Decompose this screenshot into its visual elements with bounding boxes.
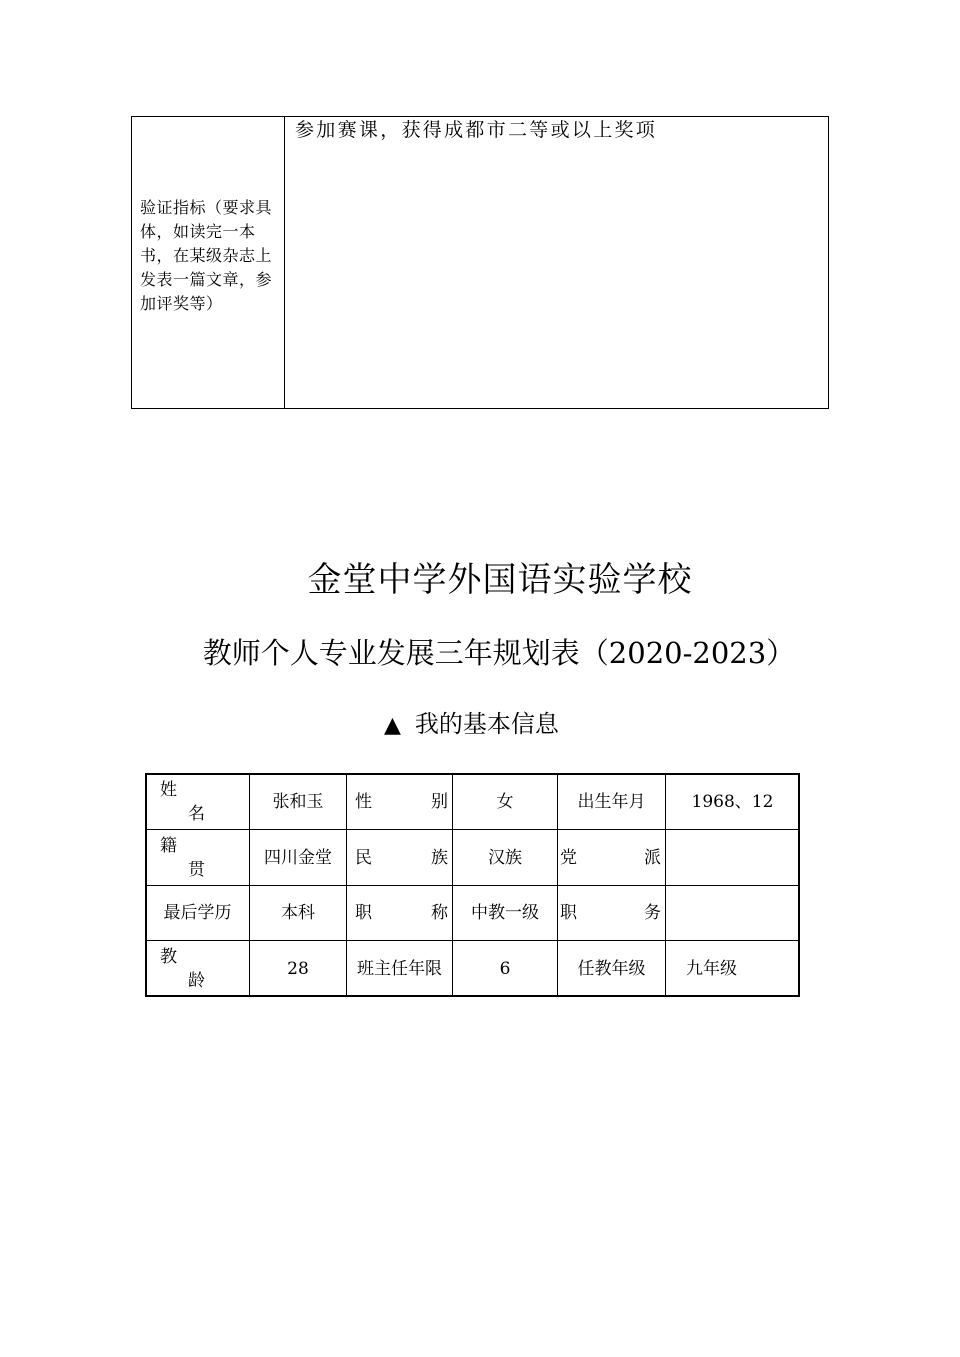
name-label: 姓 名 [160, 779, 205, 824]
plan-title: 教师个人专业发展三年规划表（2020-2023） [202, 636, 796, 670]
native-place-value: 四川金堂 [264, 847, 332, 868]
party-value [666, 830, 799, 885]
table-divider [284, 116, 285, 409]
post-value [666, 886, 799, 940]
education-label: 最后学历 [163, 903, 232, 923]
education-value: 本科 [281, 903, 315, 923]
birth-value: 1968、12 [691, 791, 774, 812]
grade-value: 九年级 [686, 958, 737, 979]
school-title: 金堂中学外国语实验学校 [307, 560, 693, 600]
label-line: 书，在某级杂志上 [140, 246, 273, 265]
title-value: 中教一级 [471, 903, 539, 923]
party-label: 党 派 [560, 847, 661, 868]
verification-content: 参加赛课，获得成都市二等或以上奖项 [295, 119, 658, 141]
gender-label: 性 别 [355, 791, 448, 812]
ethnic-value: 汉族 [488, 847, 522, 868]
section-heading-text: 我的基本信息 [414, 710, 559, 738]
label-line: 验证指标（要求具 [140, 198, 273, 217]
homeroom-years-label: 班主任年限 [357, 958, 442, 979]
post-label: 职 务 [560, 903, 661, 923]
ethnic-label: 民 族 [355, 847, 448, 868]
title-label: 职 称 [355, 903, 448, 923]
section-heading [384, 706, 559, 744]
birth-label: 出生年月 [577, 791, 646, 812]
label-line: 发表一篇文章，参 [140, 270, 273, 289]
native-place-label: 籍 贯 [160, 835, 205, 880]
label-line: 体，如读完一本 [140, 222, 256, 241]
label-line: 加评奖等） [140, 294, 223, 313]
triangle-icon: ▲ [384, 713, 401, 738]
teaching-years-label: 教 龄 [160, 946, 205, 991]
gender-value: 女 [496, 791, 514, 812]
verification-label [140, 196, 280, 316]
teaching-years-value: 28 [287, 958, 309, 979]
homeroom-years-value: 6 [499, 958, 511, 979]
name-value: 张和玉 [272, 791, 324, 812]
grade-label: 任教年级 [577, 958, 646, 979]
